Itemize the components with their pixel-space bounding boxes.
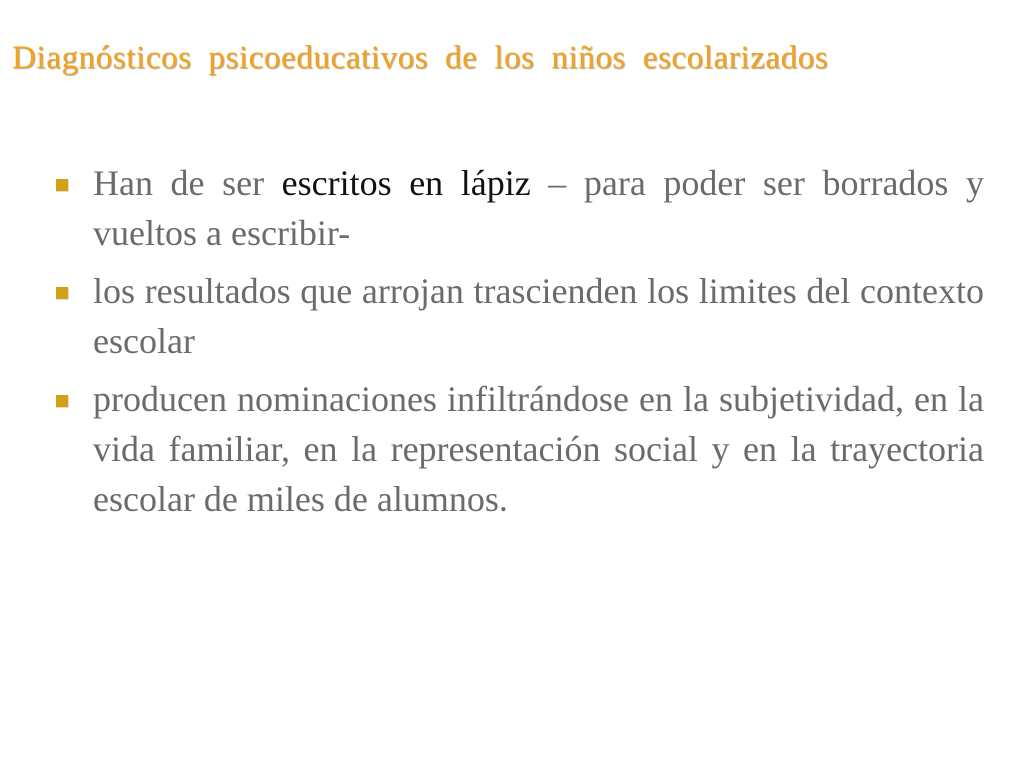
bullet-text-emphasis: escritos en lápiz [281, 163, 531, 203]
bullet-text-after: – para poder ser borrados y vueltos a escribir- [93, 163, 984, 253]
bullet-text-before: Han de ser [93, 163, 282, 203]
slide-title: Diagnósticos psicoeducativos de los niños escolarizados [12, 40, 829, 76]
square-bullet-icon [56, 179, 68, 191]
square-bullet-icon [56, 287, 68, 299]
bullet-text: los resultados que arrojan trascienden los limites del contexto escolar [93, 271, 984, 361]
bullet-item-nominations [56, 374, 984, 524]
bullet-text: producen nominaciones infiltrándose en la subjetividad, en la vida familiar, en la representación social y en la trayectoria escolar de miles de alumnos. [93, 379, 984, 519]
bullet-list [56, 158, 984, 532]
bullet-item-results [56, 266, 984, 366]
bullet-item-pencil [56, 158, 984, 258]
square-bullet-icon [56, 395, 68, 407]
